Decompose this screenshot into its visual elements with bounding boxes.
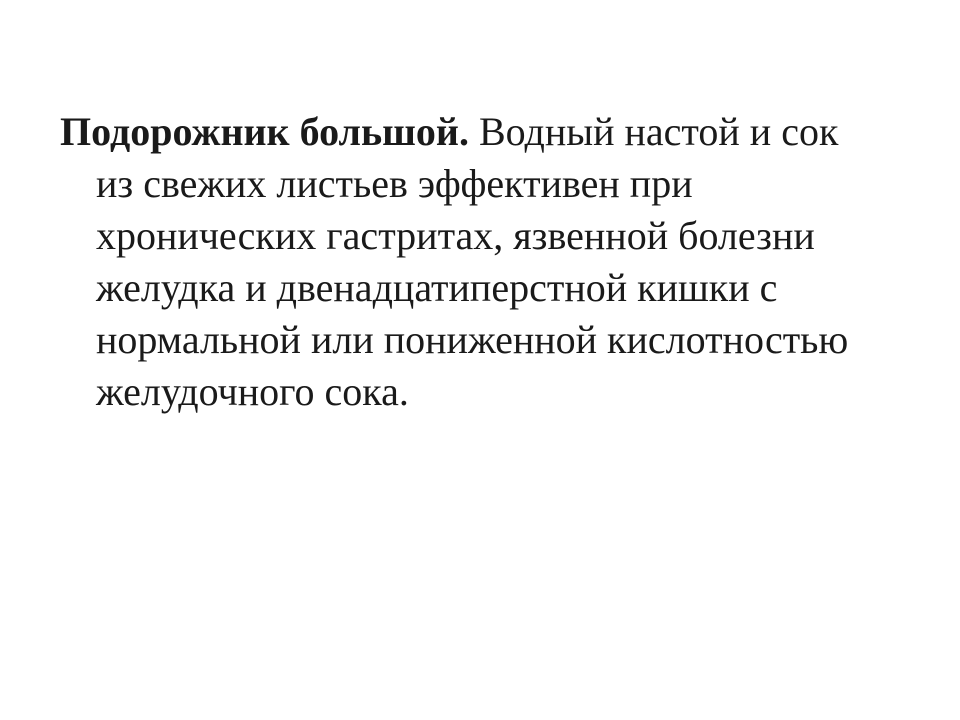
text-line-4: желудка и двенадцатиперстной кишки с: [96, 265, 778, 310]
text-line-2: из свежих листьев эффективен при: [96, 161, 693, 206]
text-line-1: Водный настой и сок: [468, 109, 839, 154]
plant-name-term: Подорожник большой.: [60, 109, 469, 154]
text-line-5: нормальной или пониженной кислотностью: [96, 317, 849, 362]
text-line-3: хронических гастритах, язвенной болезни: [96, 213, 815, 258]
slide-paragraph: [60, 106, 956, 418]
text-line-6: желудочного сока.: [96, 369, 409, 414]
